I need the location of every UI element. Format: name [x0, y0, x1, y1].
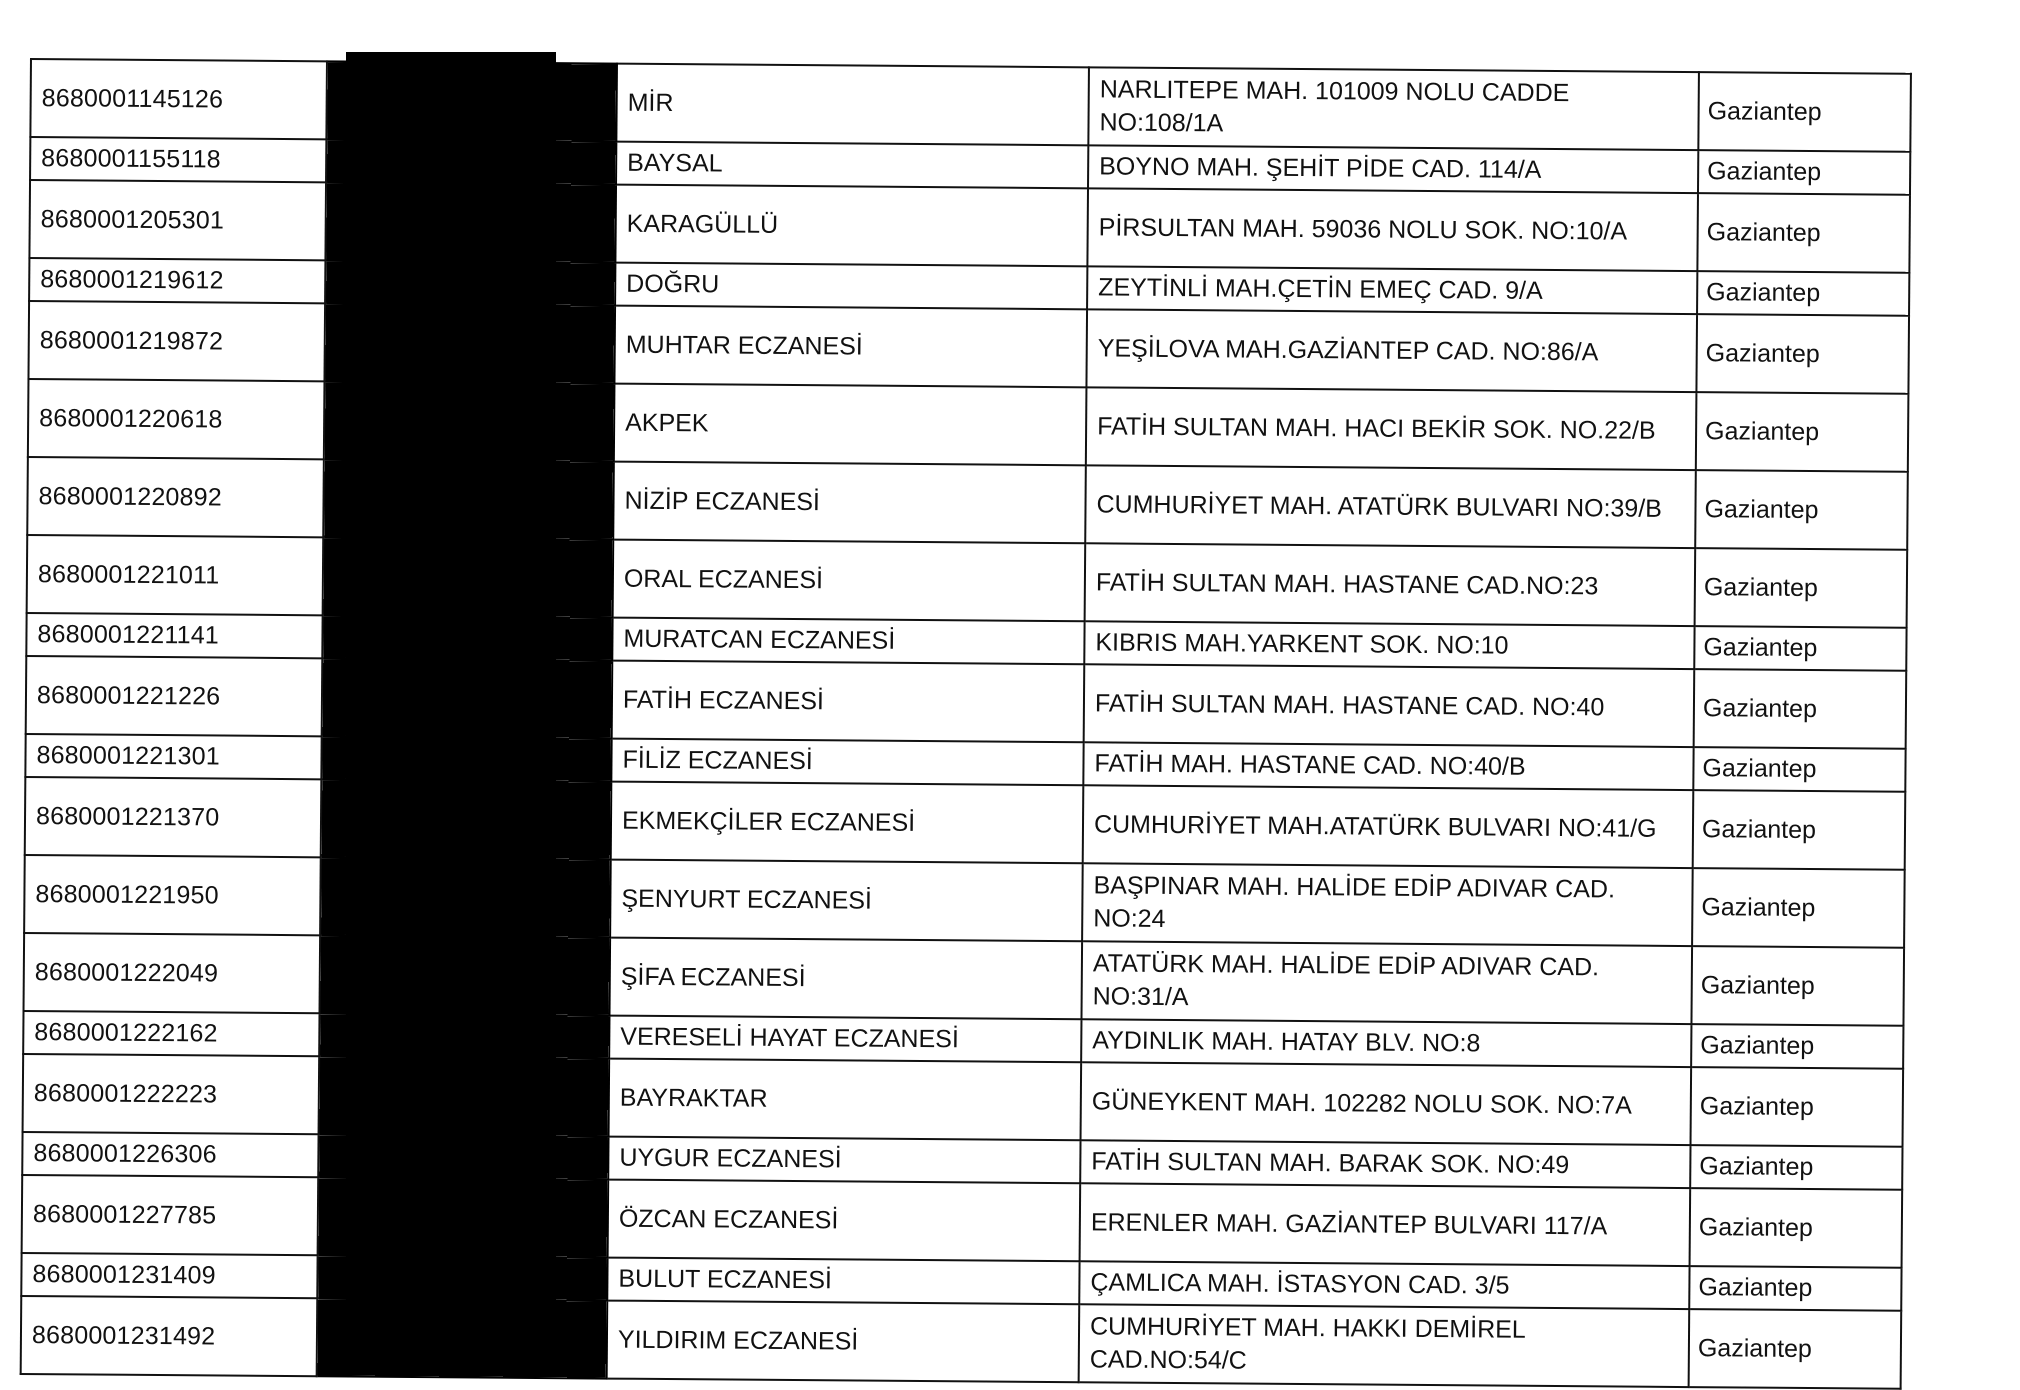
barcode-cell: 8680001221950 — [24, 855, 321, 935]
barcode-cell: 8680001220618 — [28, 379, 325, 459]
pharmacy-name-cell: DOĞRU — [615, 263, 1087, 310]
table-row — [27, 535, 1908, 628]
barcode-cell: 8680001222049 — [24, 933, 321, 1013]
pharmacy-name-cell: VERESELİ HAYAT ECZANESİ — [609, 1016, 1081, 1063]
address-cell: BAŞPINAR MAH. HALİDE EDİP ADIVAR CAD. NO:24 — [1082, 863, 1693, 946]
city-cell: Gaziantep — [1698, 72, 1911, 152]
barcode-cell: 8680001155118 — [30, 137, 326, 182]
table-row — [24, 933, 1905, 1026]
address-cell: CUMHURİYET MAH.ATATÜRK BULVARI NO:41/G — [1083, 785, 1694, 868]
address-cell: ERENLER MAH. GAZİANTEP BULVARI 117/A — [1080, 1183, 1691, 1266]
city-cell: Gaziantep — [1695, 548, 1908, 628]
city-cell: Gaziantep — [1691, 946, 1904, 1026]
address-cell: ATATÜRK MAH. HALİDE EDİP ADIVAR CAD. NO:31/A — [1081, 941, 1692, 1024]
table-row — [24, 855, 1905, 948]
table-row — [28, 301, 1909, 394]
pharmacy-name-cell: MURATCAN ECZANESİ — [612, 618, 1084, 665]
address-cell: FATİH MAH. HASTANE CAD. NO:40/B — [1083, 742, 1693, 790]
address-cell: ZEYTİNLİ MAH.ÇETİN EMEÇ CAD. 9/A — [1087, 266, 1697, 314]
pharmacy-name-cell: AKPEK — [614, 384, 1087, 466]
address-cell: FATİH SULTAN MAH. HACI BEKİR SOK. NO.22/B — [1086, 387, 1697, 470]
barcode-cell: 8680001231409 — [21, 1253, 317, 1298]
address-cell: KIBRIS MAH.YARKENT SOK. NO:10 — [1084, 621, 1694, 669]
address-cell: AYDINLIK MAH. HATAY BLV. NO:8 — [1081, 1019, 1691, 1067]
table-row — [30, 59, 1911, 152]
city-cell: Gaziantep — [1697, 271, 1909, 316]
barcode-cell: 8680001221011 — [27, 535, 324, 615]
table-row — [28, 379, 1909, 472]
pharmacy-name-cell: FİLİZ ECZANESİ — [611, 739, 1083, 786]
city-cell: Gaziantep — [1698, 150, 1910, 195]
address-cell: BOYNO MAH. ŞEHİT PİDE CAD. 114/A — [1088, 145, 1698, 193]
city-cell: Gaziantep — [1693, 747, 1905, 792]
pharmacy-name-cell: BAYRAKTAR — [609, 1059, 1082, 1141]
table-row — [22, 1175, 1903, 1268]
pharmacy-name-cell: MUHTAR ECZANESİ — [614, 306, 1087, 388]
pharmacy-name-cell: ŞENYURT ECZANESİ — [610, 860, 1083, 942]
city-cell: Gaziantep — [1690, 1188, 1903, 1268]
table-row — [21, 1296, 1902, 1389]
address-cell: FATİH SULTAN MAH. HASTANE CAD.NO:23 — [1085, 543, 1696, 626]
pharmacy-name-cell: UYGUR ECZANESİ — [608, 1137, 1080, 1184]
pharmacy-name-cell: BULUT ECZANESİ — [607, 1258, 1079, 1305]
barcode-cell: 8680001222223 — [23, 1054, 320, 1134]
city-cell: Gaziantep — [1690, 1145, 1902, 1190]
barcode-cell: 8680001220892 — [27, 457, 324, 537]
address-cell: GÜNEYKENT MAH. 102282 NOLU SOK. NO:7A — [1081, 1062, 1692, 1145]
table-row — [29, 180, 1910, 273]
address-cell: NARLITEPE MAH. 101009 NOLU CADDE NO:108/1A — [1088, 67, 1699, 150]
pharmacy-name-cell: ÖZCAN ECZANESİ — [608, 1180, 1081, 1262]
address-cell: CUMHURİYET MAH. HAKKI DEMİREL CAD.NO:54/C — [1079, 1304, 1690, 1387]
address-cell: ÇAMLICA MAH. İSTASYON CAD. 3/5 — [1079, 1261, 1689, 1309]
barcode-cell: 8680001227785 — [22, 1175, 319, 1255]
pharmacy-name-cell: EKMEKÇİLER ECZANESİ — [611, 782, 1084, 864]
city-cell: Gaziantep — [1695, 470, 1908, 550]
barcode-cell: 8680001226306 — [22, 1132, 318, 1177]
city-cell: Gaziantep — [1696, 392, 1909, 472]
pharmacy-name-cell: ŞİFA ECZANESİ — [609, 938, 1082, 1020]
pharmacy-name-cell: NİZİP ECZANESİ — [613, 462, 1086, 544]
city-cell: Gaziantep — [1694, 669, 1907, 749]
pharmacy-table — [20, 58, 1912, 1390]
city-cell: Gaziantep — [1697, 193, 1910, 273]
city-cell: Gaziantep — [1691, 1067, 1904, 1147]
barcode-cell: 8680001221370 — [25, 777, 322, 857]
pharmacy-name-cell: ORAL ECZANESİ — [613, 540, 1086, 622]
city-cell: Gaziantep — [1693, 790, 1906, 870]
barcode-cell: 8680001221301 — [25, 734, 321, 779]
barcode-cell: 8680001205301 — [29, 180, 326, 260]
pharmacy-table-sheet — [20, 58, 1910, 1375]
table-row — [25, 777, 1906, 870]
barcode-cell: 8680001222162 — [23, 1011, 319, 1056]
address-cell: PİRSULTAN MAH. 59036 NOLU SOK. NO:10/A — [1087, 188, 1698, 271]
pharmacy-name-cell: FATİH ECZANESİ — [612, 661, 1085, 743]
pharmacy-name-cell: MİR — [616, 64, 1089, 146]
address-cell: CUMHURİYET MAH. ATATÜRK BULVARI NO:39/B — [1085, 465, 1696, 548]
address-cell: FATİH SULTAN MAH. HASTANE CAD. NO:40 — [1084, 664, 1695, 747]
barcode-cell: 8680001219872 — [28, 301, 325, 381]
barcode-cell: 8680001231492 — [21, 1296, 318, 1376]
barcode-cell: 8680001145126 — [30, 59, 327, 139]
address-cell: FATİH SULTAN MAH. BARAK SOK. NO:49 — [1080, 1140, 1690, 1188]
city-cell: Gaziantep — [1689, 1309, 1902, 1389]
city-cell: Gaziantep — [1696, 314, 1909, 394]
address-cell: YEŞİLOVA MAH.GAZİANTEP CAD. NO:86/A — [1086, 309, 1697, 392]
barcode-cell: 8680001219612 — [29, 258, 325, 303]
pharmacy-name-cell: BAYSAL — [616, 142, 1088, 189]
pharmacy-name-cell: YILDIRIM ECZANESİ — [607, 1301, 1080, 1383]
table-row — [26, 656, 1907, 749]
barcode-cell: 8680001221226 — [26, 656, 323, 736]
table-row — [27, 457, 1908, 550]
barcode-cell: 8680001221141 — [26, 613, 322, 658]
pharmacy-name-cell: KARAGÜLLÜ — [615, 185, 1088, 267]
redaction-bar — [346, 52, 556, 1358]
city-cell: Gaziantep — [1692, 868, 1905, 948]
city-cell: Gaziantep — [1694, 626, 1906, 671]
city-cell: Gaziantep — [1689, 1266, 1901, 1311]
city-cell: Gaziantep — [1691, 1024, 1903, 1069]
table-row — [23, 1054, 1904, 1147]
